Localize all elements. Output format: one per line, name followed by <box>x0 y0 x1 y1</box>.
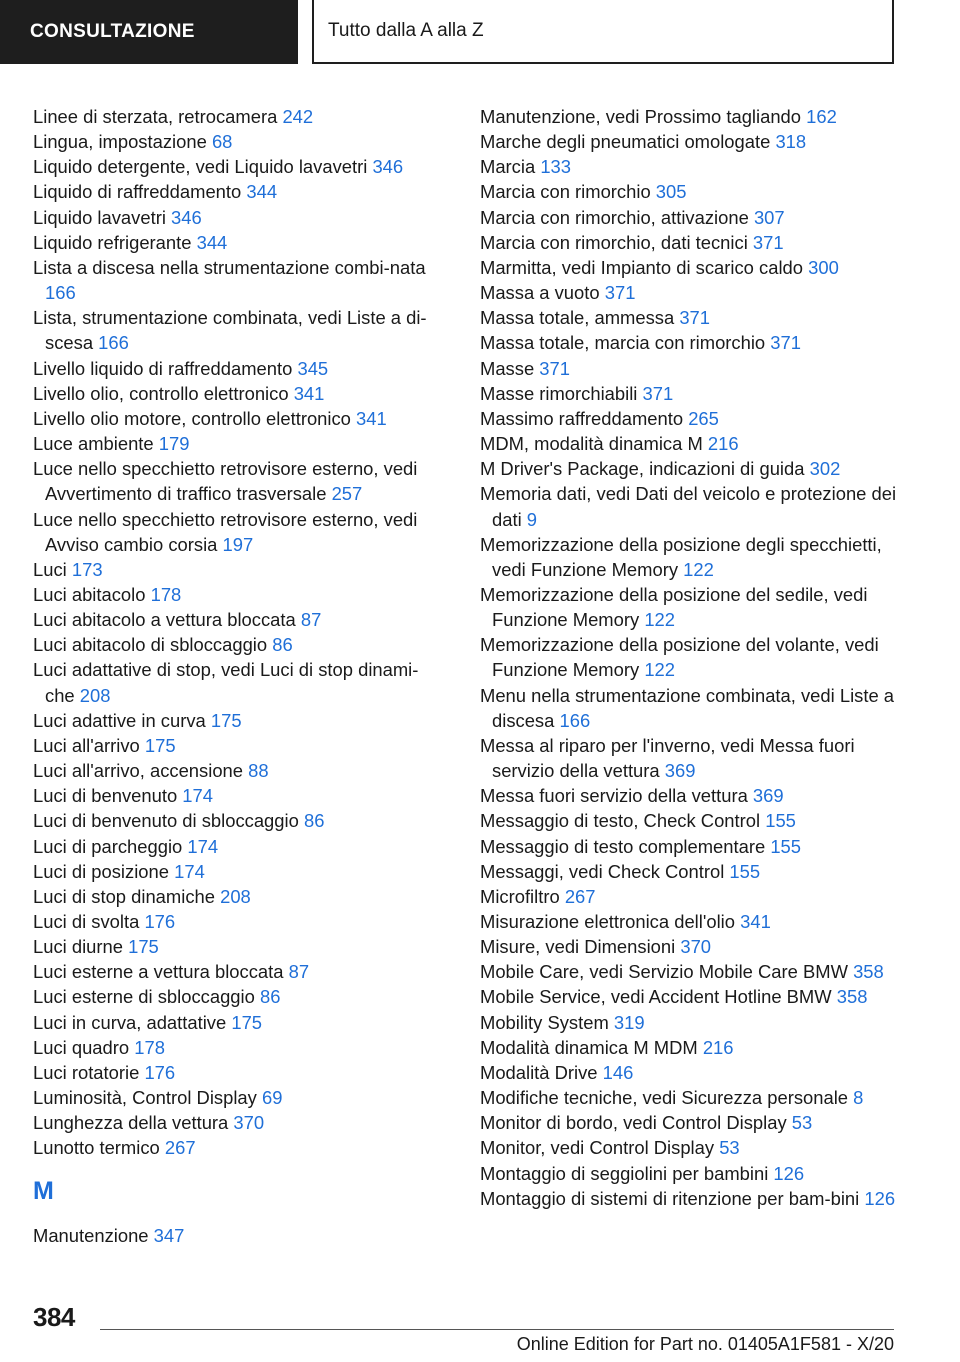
index-entry <box>33 1135 445 1160</box>
page-reference-link[interactable]: 371 <box>539 357 570 379</box>
page-reference-link[interactable]: 318 <box>775 131 807 153</box>
footer-divider <box>100 1329 894 1330</box>
index-entry <box>480 230 900 255</box>
index-term: Marche degli pneumatici omologate <box>480 131 771 153</box>
index-term: Liquido refrigerante <box>33 231 192 253</box>
index-term: Massa totale, marcia con rimorchio <box>480 332 766 354</box>
index-entry <box>480 1035 900 1060</box>
page-reference-link[interactable]: 370 <box>680 936 712 958</box>
index-term: Luci rotatorie <box>33 1061 140 1083</box>
index-entry <box>33 154 445 179</box>
index-entry <box>480 129 900 154</box>
index-term: Luci esterne a vettura bloccata <box>33 961 284 983</box>
chapter-title: Tutto dalla A alla Z <box>312 0 894 64</box>
index-term: Luci <box>33 558 67 580</box>
index-entry <box>33 1085 445 1110</box>
index-term: Lunotto termico <box>33 1137 160 1159</box>
index-entry <box>480 1010 900 1035</box>
page-reference-link[interactable]: 208 <box>79 684 111 706</box>
page-reference-link[interactable]: 267 <box>564 885 596 907</box>
index-entry <box>480 1110 900 1135</box>
index-entry <box>33 557 445 582</box>
index-term: Lingua, impostazione <box>33 131 207 153</box>
page-reference-link[interactable]: 122 <box>683 558 714 580</box>
index-term: Monitor, vedi Control Display <box>480 1137 715 1159</box>
page-reference-link[interactable]: 305 <box>655 181 687 203</box>
index-entry <box>33 1223 445 1248</box>
page-reference-link[interactable]: 178 <box>150 583 182 605</box>
index-term: Luce nello specchietto retrovisore esterno, vedi Avvertimento di traffico trasversale <box>33 458 418 505</box>
page-reference-link[interactable]: 371 <box>679 307 711 329</box>
page-reference-link[interactable]: 174 <box>174 860 205 882</box>
index-entry <box>480 1060 900 1085</box>
index-entry <box>480 683 900 733</box>
index-term: Luci all'arrivo <box>33 734 140 756</box>
index-term: Livello liquido di raffreddamento <box>33 357 293 379</box>
index-entry <box>480 356 900 381</box>
page-reference-link[interactable]: 175 <box>210 709 242 731</box>
page-reference-link[interactable]: 174 <box>187 835 219 857</box>
index-term: Luce nello specchietto retrovisore esterno, vedi Avviso cambio corsia <box>33 508 418 555</box>
index-entry <box>33 657 445 707</box>
page-reference-link[interactable]: 87 <box>300 609 322 631</box>
index-entry <box>33 708 445 733</box>
index-entry <box>480 330 900 355</box>
index-entry <box>33 255 445 305</box>
index-list-m <box>33 1223 445 1248</box>
index-entry <box>33 909 445 934</box>
index-term: Manutenzione <box>33 1224 149 1246</box>
index-term: Linee di sterzata, retrocamera <box>33 106 278 127</box>
index-entry <box>480 104 900 129</box>
index-entry <box>480 859 900 884</box>
page-reference-link[interactable]: 371 <box>642 382 674 404</box>
index-term: Luci abitacolo <box>33 583 146 605</box>
page-reference-link[interactable]: 126 <box>864 1187 896 1209</box>
index-term: Memorizzazione della posizione del sedile, vedi Funzione Memory <box>480 583 868 631</box>
index-term: Livello olio, controllo elettronico <box>33 382 289 404</box>
page-reference-link[interactable]: 178 <box>134 1036 165 1058</box>
page-reference-link[interactable]: 155 <box>770 835 802 857</box>
index-entry <box>33 783 445 808</box>
index-term: Luci adattive in curva <box>33 709 206 731</box>
index-entry <box>480 984 900 1009</box>
page-reference-link[interactable]: 216 <box>707 433 739 455</box>
page-reference-link[interactable]: 344 <box>196 231 228 253</box>
index-term: Lista, strumentazione combinata, vedi Liste a di‐scesa <box>33 307 427 354</box>
index-entry <box>33 179 445 204</box>
index-term: Masse <box>480 357 535 379</box>
index-entry <box>33 431 445 456</box>
index-term: Messa fuori servizio della vettura <box>480 785 748 807</box>
index-entry <box>33 934 445 959</box>
page-reference-link[interactable]: 166 <box>559 709 591 731</box>
index-entry <box>33 733 445 758</box>
index-entry <box>480 406 900 431</box>
page-reference-link[interactable]: 341 <box>356 407 387 429</box>
index-entry <box>480 1085 900 1110</box>
page-reference-link[interactable]: 257 <box>331 483 363 505</box>
index-entry <box>33 406 445 431</box>
index-list-l <box>33 104 445 1161</box>
index-entry <box>480 959 900 984</box>
page-reference-link[interactable]: 346 <box>171 206 202 228</box>
page-reference-link[interactable]: 53 <box>719 1137 740 1159</box>
page-reference-link[interactable]: 9 <box>526 508 538 530</box>
index-term: Memorizzazione della posizione degli specchietti, vedi Funzione Memory <box>480 533 882 580</box>
index-term: Memoria dati, vedi Dati del veicolo e protezione dei dati <box>480 483 897 530</box>
index-entry <box>480 909 900 934</box>
index-term: Luci all'arrivo, accensione <box>33 760 244 782</box>
index-entry <box>480 205 900 230</box>
page-reference-link[interactable]: 88 <box>248 760 269 782</box>
index-term: Livello olio motore, controllo elettronico <box>33 407 351 429</box>
page-reference-link[interactable]: 175 <box>128 936 159 958</box>
index-entry <box>480 154 900 179</box>
index-entry <box>480 179 900 204</box>
index-term: Messaggio di testo complementare <box>480 835 766 857</box>
index-term: Luci diurne <box>33 936 123 958</box>
index-term: Misure, vedi Dimensioni <box>480 936 676 958</box>
index-entry <box>480 632 900 682</box>
page-reference-link[interactable]: 302 <box>809 458 841 480</box>
index-entry <box>480 733 900 783</box>
index-term: Marcia con rimorchio <box>480 181 651 203</box>
index-entry <box>33 456 445 506</box>
section-tab: CONSULTAZIONE <box>0 0 298 64</box>
page-reference-link[interactable]: 345 <box>297 357 329 379</box>
index-term: Microfiltro <box>480 885 560 907</box>
index-entry <box>33 104 445 129</box>
index-term: Mobility System <box>480 1011 609 1033</box>
index-term: Masse rimorchiabili <box>480 382 638 404</box>
index-column-left <box>33 104 445 1248</box>
page-reference-link[interactable]: 179 <box>158 433 190 455</box>
index-term: Luci di stop dinamiche <box>33 885 215 907</box>
page-reference-link[interactable]: 86 <box>272 634 293 656</box>
page-reference-link[interactable]: 319 <box>613 1011 645 1033</box>
index-term: Montaggio di sistemi di ritenzione per bam‐bini <box>480 1187 860 1209</box>
index-entry <box>480 783 900 808</box>
index-term: Messaggi, vedi Check Control <box>480 860 725 882</box>
index-term: Mobile Service, vedi Accident Hotline BMW <box>480 986 832 1008</box>
index-entry <box>480 582 900 632</box>
page-reference-link[interactable]: 174 <box>182 785 213 807</box>
page-reference-link[interactable]: 346 <box>372 156 404 178</box>
index-entry <box>480 305 900 330</box>
index-term: Lunghezza della vettura <box>33 1112 229 1134</box>
index-entry <box>33 834 445 859</box>
index-entry <box>33 129 445 154</box>
page-reference-link[interactable]: 307 <box>753 206 785 228</box>
page-reference-link[interactable]: 166 <box>45 282 76 304</box>
page-reference-link[interactable]: 242 <box>282 106 314 127</box>
page-reference-link[interactable]: 358 <box>853 961 884 983</box>
index-term: Messaggio di testo, Check Control <box>480 810 761 832</box>
index-entry <box>480 456 900 481</box>
index-term: Luci abitacolo a vettura bloccata <box>33 609 296 631</box>
page-reference-link[interactable]: 69 <box>261 1087 283 1109</box>
page-reference-link[interactable]: 122 <box>644 609 675 631</box>
index-entry <box>33 808 445 833</box>
page-reference-link[interactable]: 208 <box>220 885 251 907</box>
page-reference-link[interactable]: 68 <box>211 131 233 153</box>
index-term: Luci di benvenuto <box>33 785 178 807</box>
page-reference-link[interactable]: 87 <box>288 961 310 983</box>
index-entry <box>33 356 445 381</box>
index-term: Montaggio di seggiolini per bambini <box>480 1162 769 1184</box>
index-term: Massa a vuoto <box>480 282 600 304</box>
index-term: Liquido lavavetri <box>33 206 166 228</box>
index-entry <box>480 532 900 582</box>
index-entry <box>33 230 445 255</box>
page-reference-link[interactable]: 371 <box>770 332 801 354</box>
page-reference-link[interactable]: 146 <box>602 1061 634 1083</box>
page-reference-link[interactable]: 371 <box>752 231 784 253</box>
index-entry <box>33 1110 445 1135</box>
index-term: Modalità Drive <box>480 1061 598 1083</box>
index-term: Marcia <box>480 156 536 178</box>
page-reference-link[interactable]: 162 <box>806 106 837 127</box>
index-section-letter: M <box>33 1176 54 1205</box>
index-entry <box>33 758 445 783</box>
index-term: Luci esterne di sbloccaggio <box>33 986 255 1008</box>
page-reference-link[interactable]: 53 <box>791 1112 813 1134</box>
index-term: Liquido detergente, vedi Liquido lavavetri <box>33 156 368 178</box>
page-reference-link[interactable]: 173 <box>71 558 103 580</box>
index-entry <box>33 507 445 557</box>
page-reference-link[interactable]: 176 <box>144 1061 176 1083</box>
page-reference-link[interactable]: 347 <box>153 1224 185 1246</box>
index-term: Massimo raffreddamento <box>480 407 684 429</box>
page-reference-link[interactable]: 155 <box>729 860 761 882</box>
index-entry <box>33 582 445 607</box>
index-entry <box>480 1135 900 1160</box>
index-entry <box>33 205 445 230</box>
index-entry <box>480 934 900 959</box>
index-entry <box>33 884 445 909</box>
page-reference-link[interactable]: 341 <box>293 382 325 404</box>
index-term: Misurazione elettronica dell'olio <box>480 911 735 932</box>
index-entry <box>33 305 445 355</box>
index-entry <box>480 255 900 280</box>
index-entry <box>33 984 445 1009</box>
index-list-m-continued <box>480 104 900 1211</box>
index-entry <box>33 632 445 657</box>
index-entry <box>33 607 445 632</box>
page-reference-link[interactable]: 344 <box>246 181 278 203</box>
page-reference-link[interactable]: 265 <box>688 407 719 429</box>
index-term: Marcia con rimorchio, attivazione <box>480 206 749 228</box>
page-reference-link[interactable]: 133 <box>540 156 571 178</box>
index-entry <box>480 481 900 531</box>
index-entry <box>33 1060 445 1085</box>
index-entry <box>33 959 445 984</box>
index-term: Memorizzazione della posizione del volante, vedi Funzione Memory <box>480 634 879 681</box>
index-entry <box>33 1035 445 1060</box>
index-term: Luminosità, Control Display <box>33 1087 257 1109</box>
index-term: MDM, modalità dinamica M <box>480 433 703 455</box>
page-reference-link[interactable]: 126 <box>773 1162 805 1184</box>
page-reference-link[interactable]: 176 <box>144 911 176 932</box>
page-reference-link[interactable]: 175 <box>231 1011 263 1033</box>
index-term: Luce ambiente <box>33 433 154 455</box>
index-entry <box>33 381 445 406</box>
index-entry <box>480 431 900 456</box>
page-reference-link[interactable]: 369 <box>664 760 696 782</box>
page-reference-link[interactable]: 86 <box>303 810 325 832</box>
page-reference-link[interactable]: 371 <box>604 282 636 304</box>
index-entry <box>33 1010 445 1035</box>
page-reference-link[interactable]: 369 <box>752 785 784 807</box>
index-column-right <box>480 104 900 1211</box>
index-term: Luci abitacolo di sbloccaggio <box>33 634 268 656</box>
index-term: Modalità dinamica M MDM <box>480 1036 698 1058</box>
index-term: Luci di parcheggio <box>33 835 183 857</box>
index-entry <box>480 834 900 859</box>
index-term: Mobile Care, vedi Servizio Mobile Care BMW <box>480 961 848 983</box>
index-term: Manutenzione, vedi Prossimo tagliando <box>480 106 802 127</box>
index-term: Marmitta, vedi Impianto di scarico caldo <box>480 256 803 278</box>
page-reference-link[interactable]: 175 <box>144 734 176 756</box>
page-reference-link[interactable]: 358 <box>836 986 868 1008</box>
index-term: Luci di svolta <box>33 911 140 932</box>
index-term: Luci adattative di stop, vedi Luci di stop dinami‐che <box>33 659 419 706</box>
index-entry <box>480 280 900 305</box>
page-reference-link[interactable]: 8 <box>853 1087 864 1109</box>
index-term: Menu nella strumentazione combinata, vedi Liste a discesa <box>480 684 895 731</box>
page-header <box>0 0 960 66</box>
index-entry <box>480 381 900 406</box>
index-entry <box>480 884 900 909</box>
index-entry <box>480 808 900 833</box>
index-term: Liquido di raffreddamento <box>33 181 242 203</box>
page-reference-link[interactable]: 216 <box>702 1036 734 1058</box>
page-reference-link[interactable]: 267 <box>164 1137 196 1159</box>
index-term: Marcia con rimorchio, dati tecnici <box>480 231 748 253</box>
page-reference-link[interactable]: 166 <box>98 332 129 354</box>
index-term: Luci quadro <box>33 1036 130 1058</box>
index-term: Massa totale, ammessa <box>480 307 675 329</box>
page-reference-link[interactable]: 370 <box>233 1112 265 1134</box>
page-number: 384 <box>33 1302 75 1332</box>
index-term: Messa al riparo per l'inverno, vedi Messa fuori servizio della vettura <box>480 734 855 782</box>
index-entry <box>480 1161 900 1186</box>
page-reference-link[interactable]: 86 <box>259 986 281 1008</box>
index-term: Luci di posizione <box>33 860 169 882</box>
page-reference-link[interactable]: 300 <box>808 256 839 278</box>
page-reference-link[interactable]: 341 <box>740 911 771 932</box>
page-reference-link[interactable]: 122 <box>644 659 675 681</box>
index-entry <box>480 1186 900 1211</box>
index-term: Luci di benvenuto di sbloccaggio <box>33 810 299 832</box>
page-reference-link[interactable]: 197 <box>222 533 254 555</box>
page-reference-link[interactable]: 155 <box>765 810 796 832</box>
index-entry <box>33 859 445 884</box>
index-term: Lista a discesa nella strumentazione combi‐nata <box>33 256 426 278</box>
index-term: M Driver's Package, indicazioni di guida <box>480 458 805 480</box>
index-term: Luci in curva, adattative <box>33 1011 227 1033</box>
index-term: Modifiche tecniche, vedi Sicurezza personale <box>480 1087 849 1109</box>
edition-note: Online Edition for Part no. 01405A1F581 - X/20 <box>516 1334 894 1354</box>
index-term: Monitor di bordo, vedi Control Display <box>480 1112 787 1134</box>
